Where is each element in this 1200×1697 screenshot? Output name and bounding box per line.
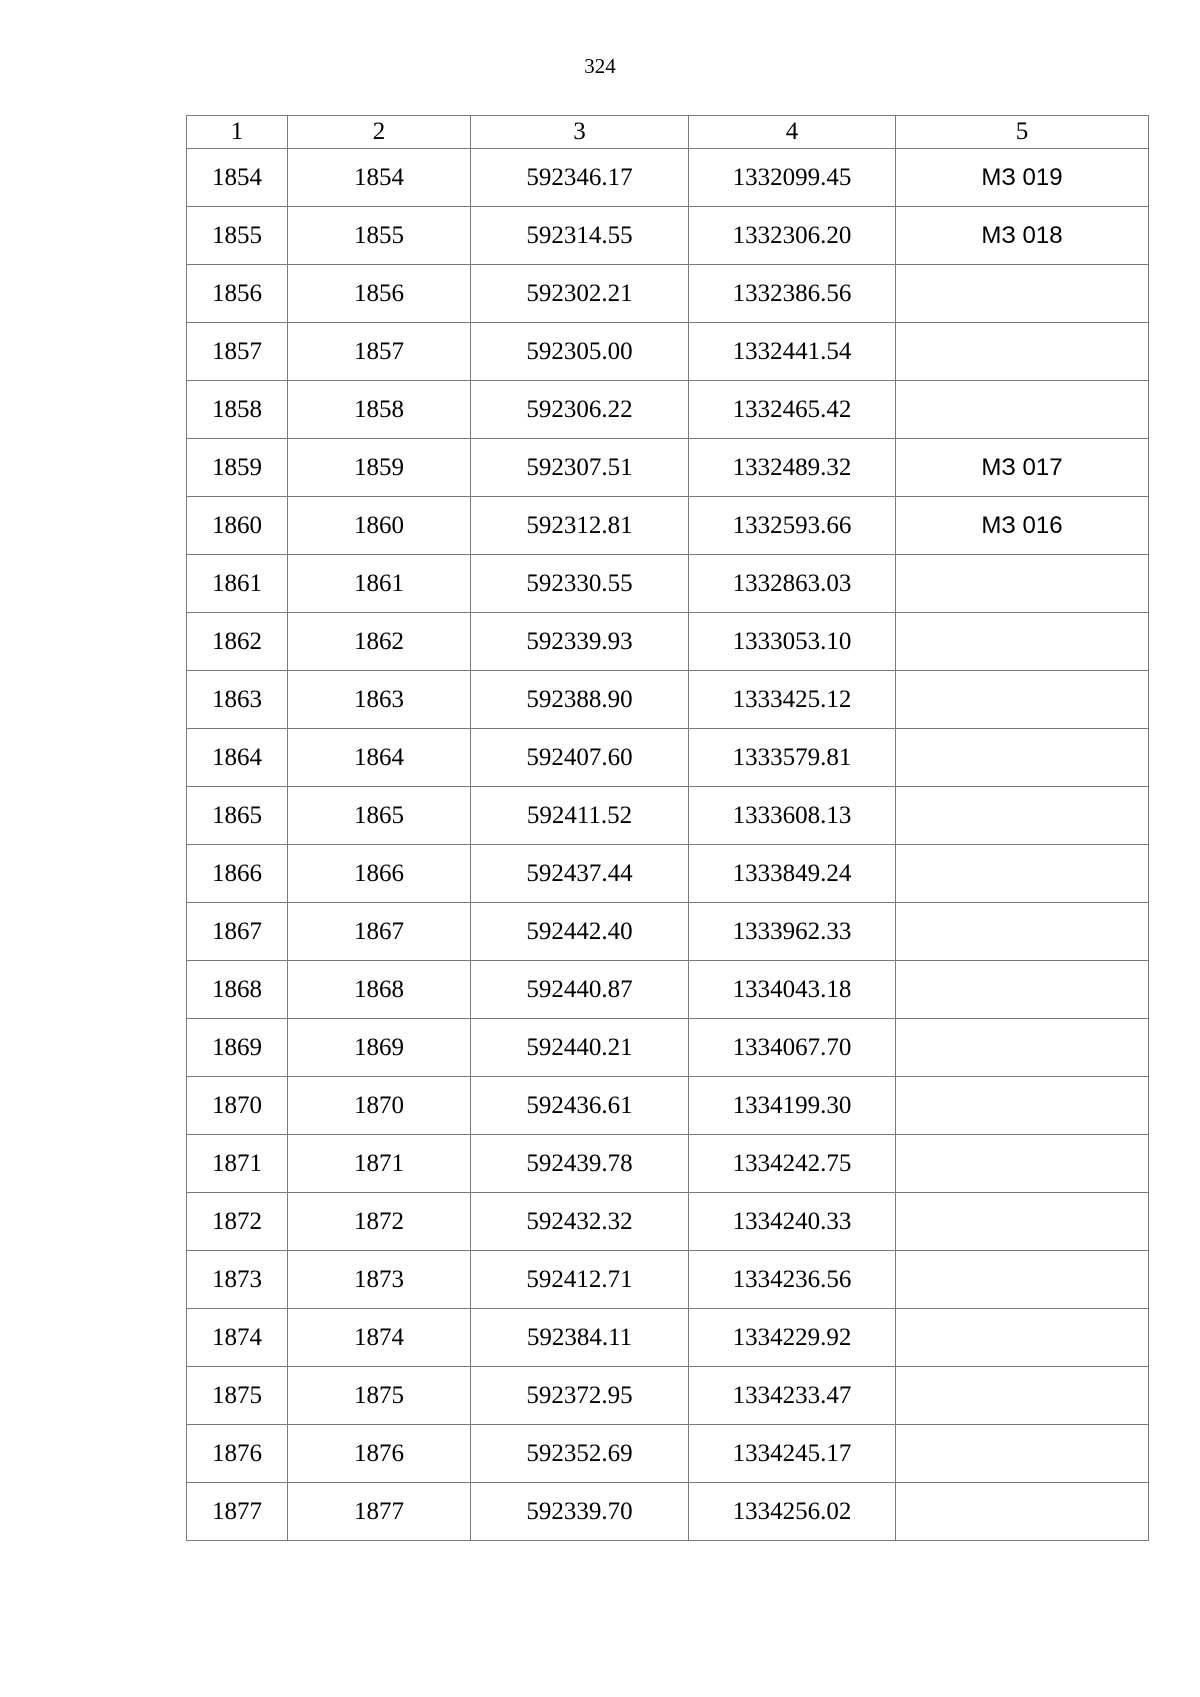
- mark-cell: [896, 613, 1149, 671]
- point-number-cell: 1876: [187, 1425, 288, 1483]
- mark-cell: [896, 1483, 1149, 1541]
- point-id-cell: 1870: [288, 1077, 471, 1135]
- point-number-cell: 1862: [187, 613, 288, 671]
- y-coordinate-cell: 1333579.81: [689, 729, 896, 787]
- table-row: [187, 613, 1149, 671]
- y-coordinate-cell: 1332099.45: [689, 149, 896, 207]
- y-coordinate-cell: 1334242.75: [689, 1135, 896, 1193]
- table-row: [187, 265, 1149, 323]
- x-coordinate-cell: 592432.32: [471, 1193, 689, 1251]
- table-row: [187, 1367, 1149, 1425]
- x-coordinate-cell: 592436.61: [471, 1077, 689, 1135]
- point-number-cell: 1865: [187, 787, 288, 845]
- x-coordinate-cell: 592346.17: [471, 149, 689, 207]
- mark-cell: [896, 961, 1149, 1019]
- page-number: 324: [584, 54, 616, 78]
- x-coordinate-cell: 592352.69: [471, 1425, 689, 1483]
- point-id-cell: 1864: [288, 729, 471, 787]
- point-number-cell: 1854: [187, 149, 288, 207]
- y-coordinate-cell: 1332306.20: [689, 207, 896, 265]
- point-id-cell: 1867: [288, 903, 471, 961]
- y-coordinate-cell: 1334043.18: [689, 961, 896, 1019]
- header-col-4: 4: [689, 116, 896, 149]
- table-row: [187, 1019, 1149, 1077]
- x-coordinate-cell: 592314.55: [471, 207, 689, 265]
- y-coordinate-cell: 1334236.56: [689, 1251, 896, 1309]
- y-coordinate-cell: 1334233.47: [689, 1367, 896, 1425]
- point-number-cell: 1869: [187, 1019, 288, 1077]
- x-coordinate-cell: 592388.90: [471, 671, 689, 729]
- point-number-cell: 1872: [187, 1193, 288, 1251]
- y-coordinate-cell: 1332441.54: [689, 323, 896, 381]
- mark-cell: [896, 1425, 1149, 1483]
- mark-cell: [896, 729, 1149, 787]
- mark-cell: [896, 1309, 1149, 1367]
- x-coordinate-cell: 592439.78: [471, 1135, 689, 1193]
- coordinates-table: [186, 115, 1149, 1541]
- x-coordinate-cell: 592305.00: [471, 323, 689, 381]
- point-id-cell: 1862: [288, 613, 471, 671]
- point-id-cell: 1863: [288, 671, 471, 729]
- x-coordinate-cell: 592407.60: [471, 729, 689, 787]
- y-coordinate-cell: 1334240.33: [689, 1193, 896, 1251]
- x-coordinate-cell: 592330.55: [471, 555, 689, 613]
- point-id-cell: 1877: [288, 1483, 471, 1541]
- mark-cell: МЗ 019: [896, 149, 1149, 207]
- y-coordinate-cell: 1334256.02: [689, 1483, 896, 1541]
- table-row: [187, 1483, 1149, 1541]
- table-row: [187, 787, 1149, 845]
- mark-cell: МЗ 016: [896, 497, 1149, 555]
- y-coordinate-cell: 1332593.66: [689, 497, 896, 555]
- point-number-cell: 1856: [187, 265, 288, 323]
- mark-cell: [896, 555, 1149, 613]
- x-coordinate-cell: 592442.40: [471, 903, 689, 961]
- point-number-cell: 1861: [187, 555, 288, 613]
- table-row: [187, 1309, 1149, 1367]
- table-row: [187, 555, 1149, 613]
- table-row: [187, 903, 1149, 961]
- header-col-5: 5: [896, 116, 1149, 149]
- table-row: [187, 1251, 1149, 1309]
- y-coordinate-cell: 1334229.92: [689, 1309, 896, 1367]
- point-id-cell: 1874: [288, 1309, 471, 1367]
- x-coordinate-cell: 592372.95: [471, 1367, 689, 1425]
- point-id-cell: 1868: [288, 961, 471, 1019]
- mark-cell: [896, 265, 1149, 323]
- point-id-cell: 1854: [288, 149, 471, 207]
- table-row: [187, 671, 1149, 729]
- point-id-cell: 1865: [288, 787, 471, 845]
- point-number-cell: 1873: [187, 1251, 288, 1309]
- mark-cell: МЗ 018: [896, 207, 1149, 265]
- point-id-cell: 1866: [288, 845, 471, 903]
- table-row: [187, 323, 1149, 381]
- y-coordinate-cell: 1332386.56: [689, 265, 896, 323]
- x-coordinate-cell: 592440.87: [471, 961, 689, 1019]
- point-id-cell: 1861: [288, 555, 471, 613]
- point-number-cell: 1867: [187, 903, 288, 961]
- y-coordinate-cell: 1332489.32: [689, 439, 896, 497]
- point-id-cell: 1876: [288, 1425, 471, 1483]
- mark-cell: [896, 323, 1149, 381]
- point-id-cell: 1871: [288, 1135, 471, 1193]
- x-coordinate-cell: 592312.81: [471, 497, 689, 555]
- mark-cell: [896, 845, 1149, 903]
- y-coordinate-cell: 1334245.17: [689, 1425, 896, 1483]
- x-coordinate-cell: 592384.11: [471, 1309, 689, 1367]
- mark-cell: [896, 787, 1149, 845]
- mark-cell: [896, 381, 1149, 439]
- mark-cell: [896, 1251, 1149, 1309]
- mark-cell: [896, 1077, 1149, 1135]
- point-number-cell: 1858: [187, 381, 288, 439]
- y-coordinate-cell: 1334067.70: [689, 1019, 896, 1077]
- table-row: [187, 1193, 1149, 1251]
- point-number-cell: 1874: [187, 1309, 288, 1367]
- mark-cell: [896, 1019, 1149, 1077]
- point-id-cell: 1872: [288, 1193, 471, 1251]
- point-id-cell: 1873: [288, 1251, 471, 1309]
- table-row: [187, 1077, 1149, 1135]
- point-number-cell: 1866: [187, 845, 288, 903]
- table-row: [187, 1135, 1149, 1193]
- table-row: [187, 729, 1149, 787]
- header-col-1: 1: [187, 116, 288, 149]
- x-coordinate-cell: 592339.70: [471, 1483, 689, 1541]
- point-id-cell: 1860: [288, 497, 471, 555]
- point-id-cell: 1875: [288, 1367, 471, 1425]
- y-coordinate-cell: 1333425.12: [689, 671, 896, 729]
- point-number-cell: 1863: [187, 671, 288, 729]
- y-coordinate-cell: 1333608.13: [689, 787, 896, 845]
- point-id-cell: 1855: [288, 207, 471, 265]
- header-col-2: 2: [288, 116, 471, 149]
- table-row: [187, 381, 1149, 439]
- point-number-cell: 1860: [187, 497, 288, 555]
- x-coordinate-cell: 592302.21: [471, 265, 689, 323]
- x-coordinate-cell: 592411.52: [471, 787, 689, 845]
- point-number-cell: 1868: [187, 961, 288, 1019]
- y-coordinate-cell: 1332465.42: [689, 381, 896, 439]
- mark-cell: [896, 1135, 1149, 1193]
- table-row: [187, 961, 1149, 1019]
- point-id-cell: 1857: [288, 323, 471, 381]
- point-number-cell: 1870: [187, 1077, 288, 1135]
- table-row: [187, 149, 1149, 207]
- x-coordinate-cell: 592437.44: [471, 845, 689, 903]
- mark-cell: МЗ 017: [896, 439, 1149, 497]
- point-number-cell: 1859: [187, 439, 288, 497]
- x-coordinate-cell: 592307.51: [471, 439, 689, 497]
- y-coordinate-cell: 1333849.24: [689, 845, 896, 903]
- header-row: [187, 116, 1149, 149]
- y-coordinate-cell: 1333053.10: [689, 613, 896, 671]
- mark-cell: [896, 903, 1149, 961]
- mark-cell: [896, 1367, 1149, 1425]
- table-row: [187, 439, 1149, 497]
- point-number-cell: 1864: [187, 729, 288, 787]
- x-coordinate-cell: 592339.93: [471, 613, 689, 671]
- mark-cell: [896, 671, 1149, 729]
- x-coordinate-cell: 592412.71: [471, 1251, 689, 1309]
- mark-cell: [896, 1193, 1149, 1251]
- table-row: [187, 207, 1149, 265]
- point-number-cell: 1877: [187, 1483, 288, 1541]
- table-row: [187, 845, 1149, 903]
- table-body: [187, 149, 1149, 1541]
- table-row: [187, 497, 1149, 555]
- y-coordinate-cell: 1332863.03: [689, 555, 896, 613]
- point-id-cell: 1869: [288, 1019, 471, 1077]
- x-coordinate-cell: 592440.21: [471, 1019, 689, 1077]
- point-number-cell: 1875: [187, 1367, 288, 1425]
- point-id-cell: 1856: [288, 265, 471, 323]
- point-number-cell: 1857: [187, 323, 288, 381]
- y-coordinate-cell: 1334199.30: [689, 1077, 896, 1135]
- header-col-3: 3: [471, 116, 689, 149]
- table-header: [187, 116, 1149, 149]
- point-id-cell: 1859: [288, 439, 471, 497]
- point-id-cell: 1858: [288, 381, 471, 439]
- x-coordinate-cell: 592306.22: [471, 381, 689, 439]
- table-row: [187, 1425, 1149, 1483]
- point-number-cell: 1871: [187, 1135, 288, 1193]
- point-number-cell: 1855: [187, 207, 288, 265]
- y-coordinate-cell: 1333962.33: [689, 903, 896, 961]
